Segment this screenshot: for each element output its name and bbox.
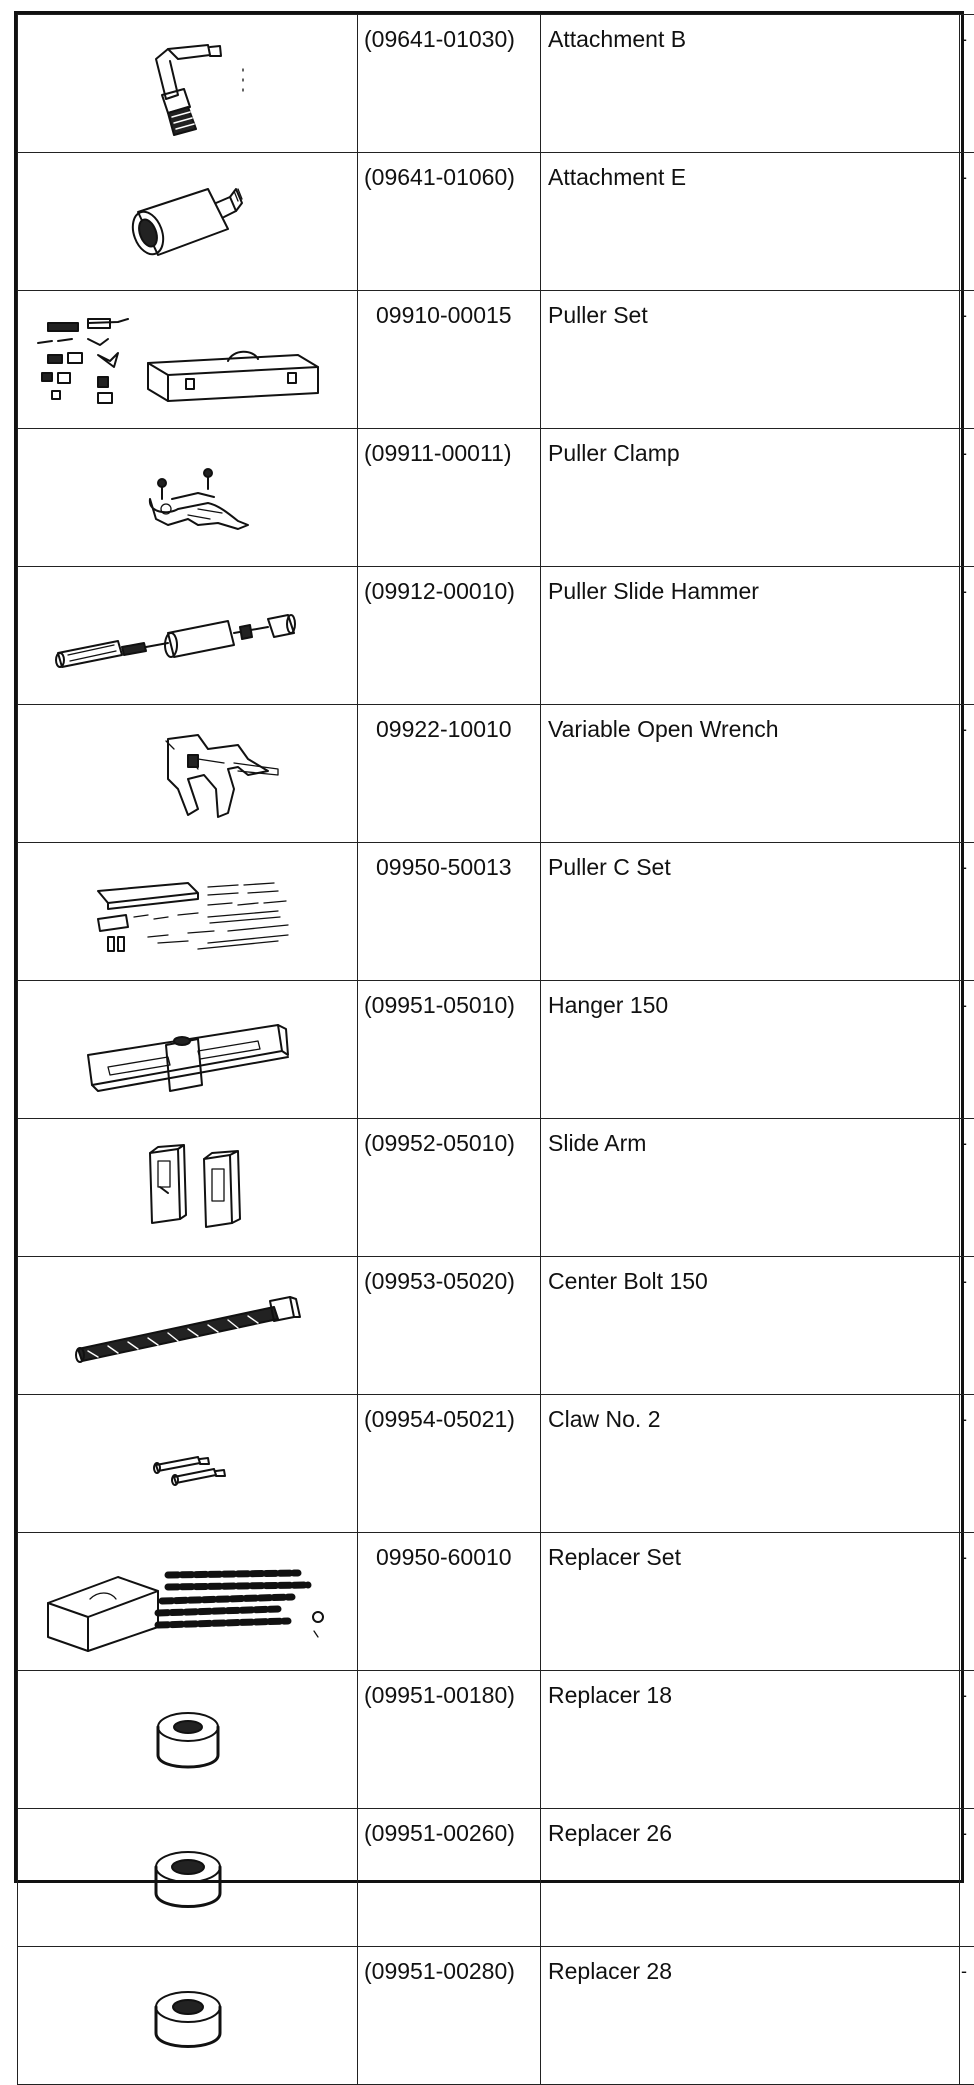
table-row	[18, 429, 974, 567]
illustration-cell	[18, 1395, 358, 1533]
illustration-cell	[18, 1533, 358, 1671]
table-row	[18, 291, 974, 429]
part-number: (09641-01060)	[358, 153, 541, 291]
illustration-cell	[18, 153, 358, 291]
tool-name: Replacer 18	[541, 1671, 960, 1809]
claw-drawing-icon	[38, 1409, 338, 1519]
slide-arm-drawing-icon	[38, 1133, 338, 1243]
note-cell: -	[960, 1257, 974, 1395]
note-cell: -	[960, 1395, 974, 1533]
part-number: (09951-00180)	[358, 1671, 541, 1809]
table-row	[18, 981, 974, 1119]
table-row	[18, 153, 974, 291]
note-cell: -	[960, 843, 974, 981]
part-number: (09951-00280)	[358, 1947, 541, 2085]
tool-name: Claw No. 2	[541, 1395, 960, 1533]
tool-name: Puller C Set	[541, 843, 960, 981]
tool-name: Puller Set	[541, 291, 960, 429]
part-number: 09950-60010	[358, 1533, 541, 1671]
tool-name: Center Bolt 150	[541, 1257, 960, 1395]
table-row	[18, 1671, 974, 1809]
illustration-cell	[18, 1809, 358, 1947]
replacer-18-drawing-icon	[38, 1685, 338, 1795]
tool-name: Hanger 150	[541, 981, 960, 1119]
part-number: (09641-01030)	[358, 15, 541, 153]
puller-clamp-drawing-icon	[38, 443, 338, 553]
attachment-b-drawing-icon	[38, 29, 338, 139]
table-row	[18, 705, 974, 843]
special-service-tools-table	[17, 14, 974, 2085]
illustration-cell	[18, 567, 358, 705]
illustration-cell	[18, 1257, 358, 1395]
part-number: (09951-00260)	[358, 1809, 541, 1947]
tool-name: Replacer Set	[541, 1533, 960, 1671]
part-number: (09912-00010)	[358, 567, 541, 705]
replacer-set-drawing-icon	[28, 1547, 348, 1657]
tool-name: Puller Clamp	[541, 429, 960, 567]
open-wrench-drawing-icon	[38, 719, 338, 829]
note-cell: -	[960, 153, 974, 291]
tool-name: Replacer 28	[541, 1947, 960, 2085]
part-number: 09922-10010	[358, 705, 541, 843]
tool-name: Attachment E	[541, 153, 960, 291]
puller-c-set-drawing-icon	[38, 857, 338, 967]
illustration-cell	[18, 15, 358, 153]
note-cell: -	[960, 1947, 974, 2085]
note-cell: -	[960, 429, 974, 567]
part-number: (09911-00011)	[358, 429, 541, 567]
part-number: 09910-00015	[358, 291, 541, 429]
illustration-cell	[18, 429, 358, 567]
puller-set-drawing-icon	[28, 305, 348, 415]
part-number: (09953-05020)	[358, 1257, 541, 1395]
table-row	[18, 1119, 974, 1257]
illustration-cell	[18, 705, 358, 843]
illustration-cell	[18, 1119, 358, 1257]
table-row	[18, 567, 974, 705]
illustration-cell	[18, 981, 358, 1119]
part-number: (09951-05010)	[358, 981, 541, 1119]
table-row	[18, 1533, 974, 1671]
illustration-cell	[18, 1671, 358, 1809]
table-row	[18, 1809, 974, 1947]
tool-name: Slide Arm	[541, 1119, 960, 1257]
note-cell: -	[960, 1809, 974, 1947]
attachment-e-drawing-icon	[38, 167, 338, 277]
note-cell: -	[960, 15, 974, 153]
sst-table-frame	[14, 11, 964, 1883]
center-bolt-drawing-icon	[38, 1271, 338, 1381]
tool-name: Replacer 26	[541, 1809, 960, 1947]
part-number: 09950-50013	[358, 843, 541, 981]
note-cell: -	[960, 1671, 974, 1809]
slide-hammer-drawing-icon	[38, 581, 338, 691]
note-cell: -	[960, 705, 974, 843]
table-row	[18, 15, 974, 153]
table-row	[18, 1257, 974, 1395]
illustration-cell	[18, 1947, 358, 2085]
table-row	[18, 1947, 974, 2085]
note-cell: -	[960, 1119, 974, 1257]
table-row	[18, 1395, 974, 1533]
replacer-26-drawing-icon	[38, 1823, 338, 1933]
tool-name: Variable Open Wrench	[541, 705, 960, 843]
note-cell: -	[960, 981, 974, 1119]
illustration-cell	[18, 291, 358, 429]
replacer-28-drawing-icon	[38, 1961, 338, 2071]
illustration-cell	[18, 843, 358, 981]
note-cell: -	[960, 291, 974, 429]
hanger-drawing-icon	[38, 995, 338, 1105]
part-number: (09952-05010)	[358, 1119, 541, 1257]
tool-name: Puller Slide Hammer	[541, 567, 960, 705]
note-cell: -	[960, 567, 974, 705]
table-row	[18, 843, 974, 981]
part-number: (09954-05021)	[358, 1395, 541, 1533]
note-cell: -	[960, 1533, 974, 1671]
tool-name: Attachment B	[541, 15, 960, 153]
